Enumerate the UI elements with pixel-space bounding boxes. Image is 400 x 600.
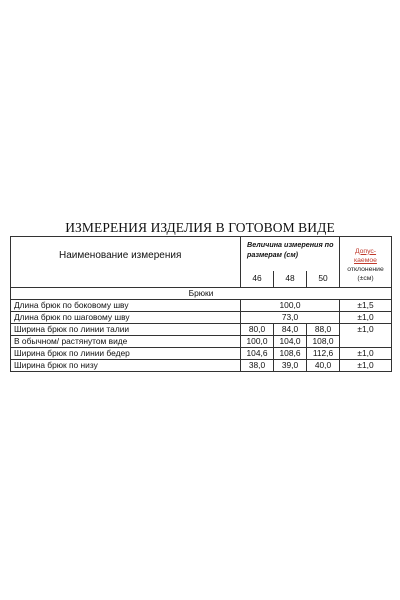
table-row (11, 359, 392, 371)
table-row (11, 323, 392, 335)
table-row (11, 335, 392, 347)
row-name: Длина брюк по боковому шву (11, 299, 241, 311)
row-value-50: 108,0 (307, 335, 340, 347)
row-value-46: 104,6 (241, 347, 274, 359)
header-measurement-name: Наименование измерения (11, 237, 241, 288)
row-value-50: 112,6 (307, 347, 340, 359)
row-value-48: 84,0 (274, 323, 307, 335)
header-size-group: Величина измерения по размерам (см) (241, 237, 340, 271)
header-tolerance (340, 237, 392, 288)
table-row (11, 347, 392, 359)
row-value-50: 40,0 (307, 359, 340, 371)
row-name: Ширина брюк по линии талии (11, 323, 241, 335)
row-name: В обычном/ растянутом виде (11, 335, 241, 347)
tolerance-line-3: отклонение (347, 265, 384, 273)
table-row (11, 299, 392, 311)
tolerance-line-4: (±см) (357, 274, 374, 282)
row-tolerance: ±1,0 (340, 347, 392, 359)
measurements-table (10, 236, 392, 372)
row-value-48: 108,6 (274, 347, 307, 359)
row-name: Ширина брюк по низу (11, 359, 241, 371)
row-name: Длина брюк по шаговому шву (11, 311, 241, 323)
row-value-48: 104,0 (274, 335, 307, 347)
row-value-46: 38,0 (241, 359, 274, 371)
size-50: 50 (307, 271, 340, 288)
size-48: 48 (274, 271, 307, 288)
row-value-48: 39,0 (274, 359, 307, 371)
document-title: ИЗМЕРЕНИЯ ИЗДЕЛИЯ В ГОТОВОМ ВИДЕ (65, 220, 335, 235)
row-tolerance: ±1,0 (340, 359, 392, 371)
row-value-46: 100,0 (241, 335, 274, 347)
table-row (11, 311, 392, 323)
row-name: Ширина брюк по линии бедер (11, 347, 241, 359)
size-46: 46 (241, 271, 274, 288)
row-value-46: 80,0 (241, 323, 274, 335)
section-label: Брюки (11, 287, 392, 299)
row-tolerance: ±1,0 (340, 323, 392, 347)
row-value: 100,0 (241, 299, 340, 311)
row-tolerance: ±1,0 (340, 311, 392, 323)
row-tolerance: ±1,5 (340, 299, 392, 311)
tolerance-line-2: каемое (354, 256, 377, 264)
tolerance-line-1: Допус- (354, 247, 377, 255)
row-value: 73,0 (241, 311, 340, 323)
row-value-50: 88,0 (307, 323, 340, 335)
